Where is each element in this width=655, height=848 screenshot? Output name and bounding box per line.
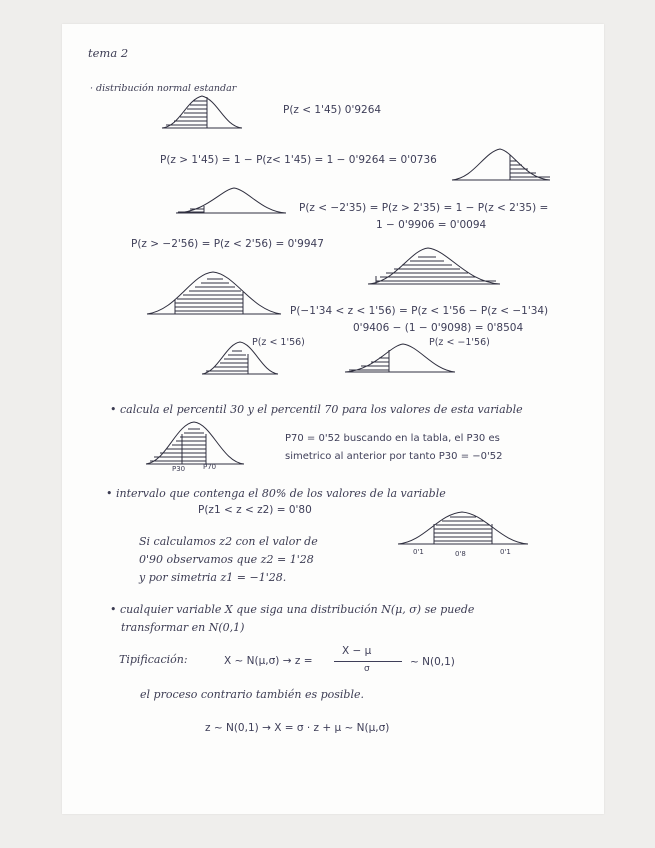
tipificacion-label: Tipificación:	[119, 653, 188, 666]
equation-3b: 1 − 0'9906 = 0'0094	[376, 219, 487, 231]
percentile-text-1: P70 = 0'52 buscando en la tabla, el P30 es	[285, 433, 500, 444]
normal-curve-right-mostly-shaded	[368, 246, 500, 286]
label-tail-left: 0'1	[413, 548, 424, 556]
bullet-transform-2: transformar en N(0,1)	[121, 621, 245, 634]
equation-5b: 0'9406 − (1 − 0'9098) = 0'8504	[353, 322, 524, 334]
label-tail-right: 0'1	[500, 548, 511, 556]
label-p-less-1-56: P(z < 1'56)	[252, 337, 305, 348]
normal-curve-right-tail	[452, 146, 550, 182]
bullet-percentiles: • calcula el percentil 30 y el percentil 70 para los valores de esta variable	[110, 403, 523, 416]
label-p70: P70	[203, 463, 217, 471]
interval-text-3: y por simetria z1 = −1'28.	[139, 571, 287, 584]
normal-curve-left-tail	[176, 186, 286, 216]
normal-curve-80-interval	[398, 510, 528, 546]
tipificacion-denominator: σ	[364, 664, 370, 674]
normal-curve-left-shaded	[162, 92, 242, 130]
bullet-interval: • intervalo que contenga el 80% de los valores de la variable	[106, 487, 446, 500]
equation-4: P(z > −2'56) = P(z < 2'56) = 0'9947	[131, 238, 324, 250]
normal-curve-left-shaded-small	[202, 340, 278, 376]
equation-2: P(z > 1'45) = 1 − P(z< 1'45) = 1 − 0'9264 = 0'0736	[160, 154, 437, 166]
tipificacion-numerator: X − μ	[342, 645, 372, 657]
percentile-text-2: simetrico al anterior por tanto P30 = −0'52	[285, 451, 503, 462]
tipificacion-right: ~ N(0,1)	[410, 656, 455, 668]
normal-curve-left-tail-small	[345, 342, 455, 374]
equation-1: P(z < 1'45) 0'9264	[283, 104, 382, 116]
label-p30: P30	[172, 465, 186, 473]
normal-curve-percentiles	[146, 420, 244, 466]
equation-3a: P(z < −2'35) = P(z > 2'35) = 1 − P(z < 2'35) =	[299, 202, 549, 214]
final-equation: z ~ N(0,1) → X = σ · z + μ ~ N(μ,σ)	[205, 722, 390, 734]
bullet-transform-1: • cualquier variable X que siga una distribución N(μ, σ) se puede	[110, 603, 475, 616]
label-center: 0'8	[455, 550, 466, 558]
normal-curve-middle-shaded	[147, 270, 281, 316]
tipificacion-left: X ~ N(μ,σ) → z =	[224, 655, 313, 667]
section-heading: · distribución normal estandar	[90, 83, 237, 94]
equation-5a: P(−1'34 < z < 1'56) = P(z < 1'56 − P(z < −1'34)	[290, 305, 549, 317]
interval-text-2: 0'90 observamos que z2 = 1'28	[139, 553, 314, 566]
label-p-less-minus-1-56: P(z < −1'56)	[429, 337, 490, 348]
interval-text-1: Si calculamos z2 con el valor de	[139, 535, 318, 548]
interval-equation: P(z1 < z < z2) = 0'80	[198, 504, 312, 516]
inverse-note: el proceso contrario también es posible.	[140, 688, 364, 701]
page-title: tema 2	[88, 46, 129, 60]
fraction-bar	[334, 661, 402, 662]
